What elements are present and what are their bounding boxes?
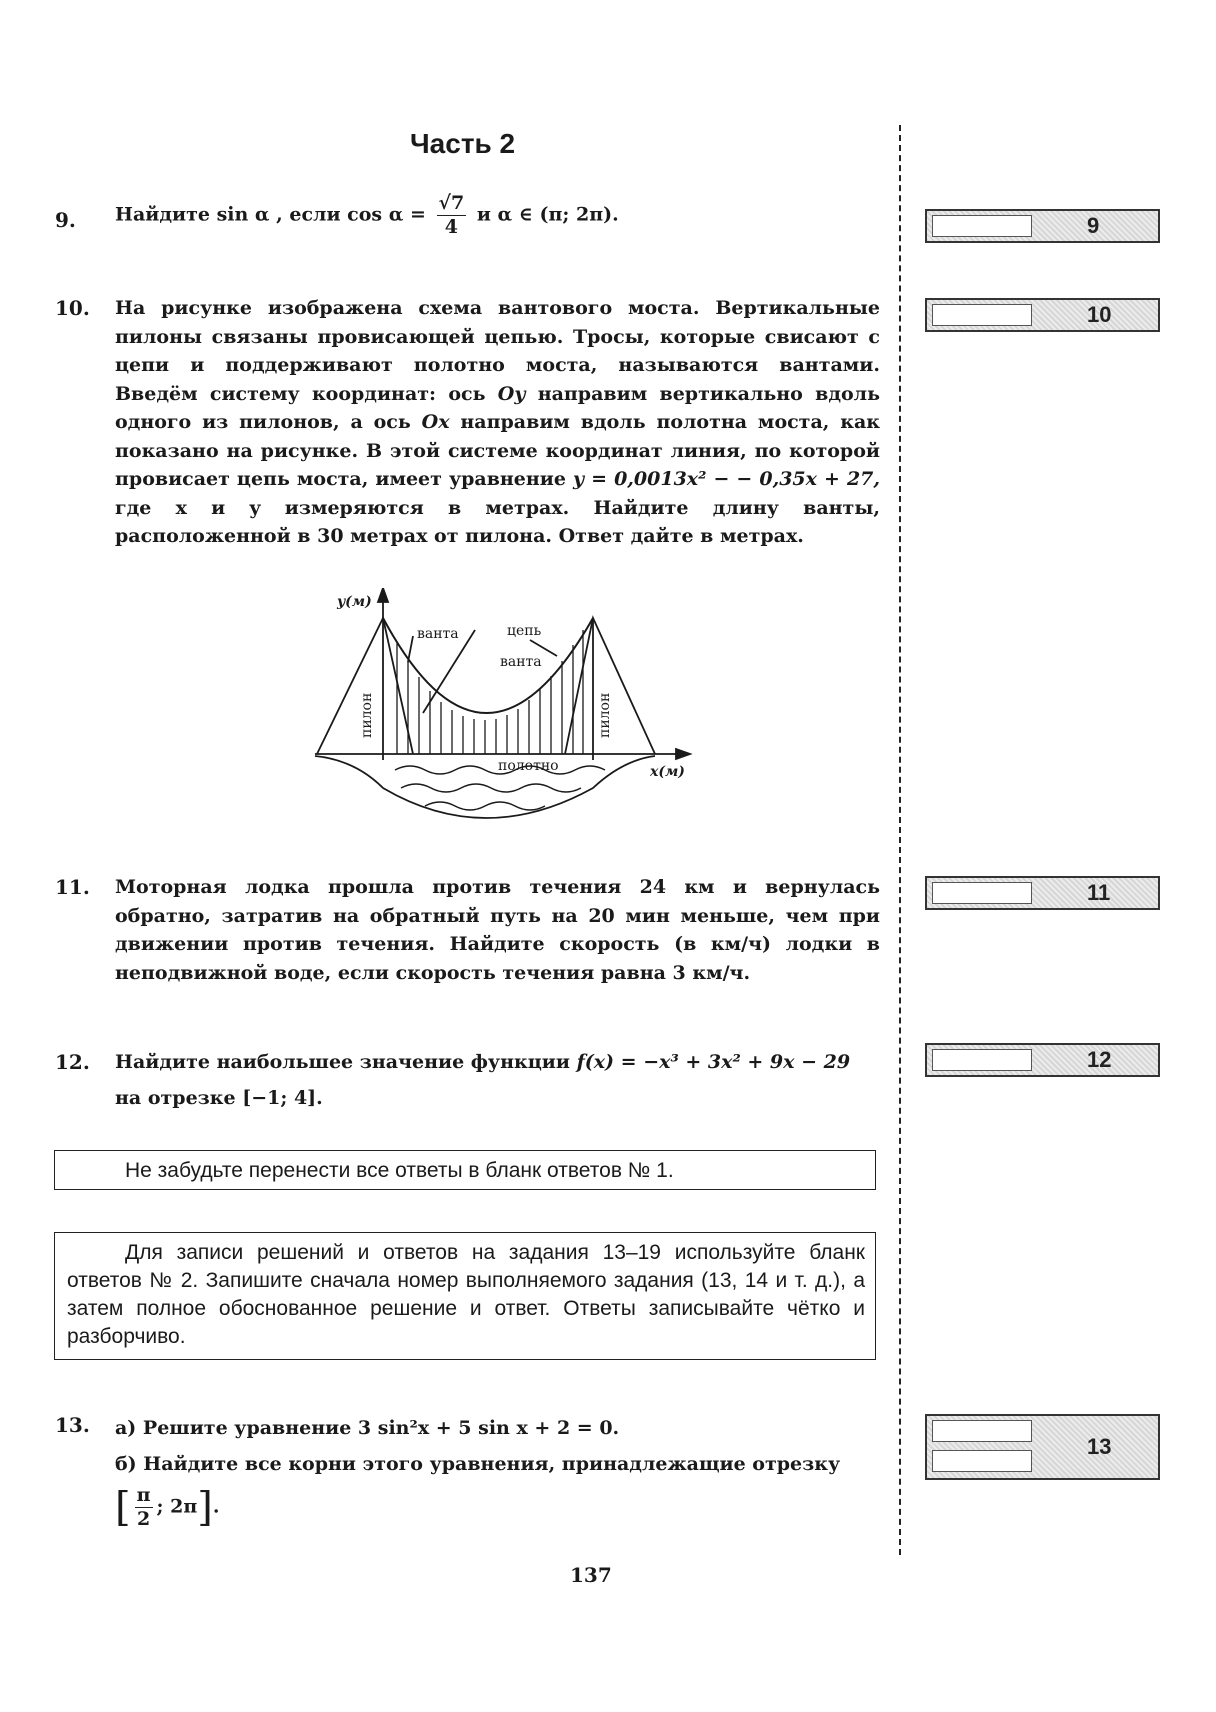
axis-ox: Ox [421, 411, 450, 433]
part-title: Часть 2 [410, 128, 516, 159]
task-9-fraction [437, 194, 467, 237]
bridge-diagram [305, 588, 695, 838]
task-12-number: 12. [55, 1050, 90, 1074]
y-axis-arrow [378, 588, 388, 602]
task-13-text [115, 1410, 880, 1529]
x-axis-arrow [676, 749, 690, 759]
page-number: 137 [570, 1563, 612, 1587]
task-9-number: 9. [55, 208, 76, 232]
wave-2 [401, 784, 581, 792]
hangers [397, 630, 583, 754]
task-12-function: f(x) = −x³ + 3x² + 9x − 29 [576, 1051, 851, 1073]
fraction-denominator: 4 [444, 216, 458, 238]
task-12-text [115, 1044, 880, 1116]
task-13-number: 13. [55, 1413, 90, 1437]
answer-field-13b[interactable] [932, 1450, 1032, 1472]
interval-denominator: 2 [136, 1508, 151, 1530]
interval-numerator: π [136, 1484, 151, 1506]
deck-label: полотно [498, 758, 559, 774]
vanta-label-1: ванта [417, 626, 459, 642]
interval-rest: ; 2π [156, 1495, 198, 1518]
vanta1-pointer [408, 636, 413, 662]
vanta-label-2: ванта [500, 654, 542, 670]
fraction-numerator: √7 [438, 192, 465, 214]
task-13-part-a: а) Решите уравнение 3 sin²x + 5 sin x + 2 = 0. [115, 1417, 620, 1439]
answer-box-13[interactable] [925, 1414, 1160, 1480]
axis-oy: Oy [497, 382, 526, 405]
task-12-post: на отрезке [−1; 4]. [115, 1087, 323, 1109]
cut-line [899, 125, 901, 1555]
answer-field-9[interactable] [932, 215, 1032, 237]
task-10-number: 10. [55, 296, 90, 320]
answer-box-label-11: 11 [1087, 880, 1111, 905]
answer-field-11[interactable] [932, 882, 1032, 904]
task-13-part-b: б) Найдите все корни этого уравнения, принадлежащие отрезку [115, 1453, 841, 1475]
notice-transfer-answers: Не забудьте перенести все ответы в бланк ответов № 1. [54, 1150, 876, 1190]
task-12-pre: Найдите наибольшее значение функции [115, 1051, 570, 1073]
chain-label: цепь [507, 623, 542, 639]
answer-box-label-9: 9 [1087, 213, 1100, 238]
river-bed [315, 756, 655, 818]
task-9-pre: Найдите sin α , если cos α = [115, 203, 426, 226]
task-9-text [115, 194, 880, 237]
wave-3 [425, 802, 545, 810]
answer-box-label-12: 12 [1087, 1047, 1112, 1072]
task-11-text: Моторная лодка прошла против течения 24 км и вернулась обратно, затратив на обратный путь на 20 мин меньше, чем при движении против течения. Найдите скорость (в км/ч) лодки в неподвижной воде, если скорость течения равна 3 км/ч. [115, 876, 880, 984]
task-10-line1: На рисунке изображена схема вантового моста. Вертикальные пилоны связаны провисающей цепью. Тросы, которые свисают с цепи и поддерживают полотно моста, называются вантами. Введём систему координат: ось [115, 297, 880, 405]
pylon-label-left: пилон [359, 692, 375, 738]
answer-box-12[interactable] [925, 1043, 1160, 1077]
notice-answer-sheet-2: Для записи решений и ответов на задания 13–19 используйте бланк ответов № 2. Запишите сначала номер выполняемого задания (13, 14 и т. д.), а затем полное обоснованное решение и ответ. Ответы записывайте чётко и разборчиво. [54, 1232, 876, 1360]
answer-box-10[interactable] [925, 298, 1160, 332]
x-axis-label: x(м) [650, 764, 685, 780]
interval-fraction [135, 1486, 153, 1529]
answer-box-label-13: 13 [1087, 1434, 1112, 1459]
answer-field-12[interactable] [932, 1049, 1032, 1071]
answer-field-10[interactable] [932, 304, 1032, 326]
task-9-post: и α ∈ (π; 2π). [476, 203, 619, 226]
y-axis-label: y(м) [337, 594, 372, 610]
task-10-text [115, 294, 880, 551]
pylon-label-right: пилон [597, 692, 613, 738]
answer-box-11[interactable] [925, 876, 1160, 910]
answer-field-13a[interactable] [932, 1420, 1032, 1442]
task-10-line3: направим вдоль полотна моста, как показано на рисунке. В этой системе координат линия, по которой провисает цепь моста, имеет уравнение [115, 411, 880, 490]
task-13-interval: [ $\frac{\pi}{2}$ ; 2π]. [115, 1484, 220, 1531]
task-10-line4: где x и y измеряются в метрах. Найдите длину ванты, расположенной в 30 метрах от пилона. Ответ дайте в метрах. [115, 496, 880, 547]
task-10-line2: направим вертикально вдоль одного из пилонов, а ось [115, 382, 880, 433]
task-11-number: 11. [55, 875, 90, 899]
answer-box-9[interactable] [925, 209, 1160, 243]
answer-box-label-10: 10 [1087, 302, 1112, 327]
chain-equation: y = 0,0013x² − − 0,35x + 27, [573, 468, 881, 490]
